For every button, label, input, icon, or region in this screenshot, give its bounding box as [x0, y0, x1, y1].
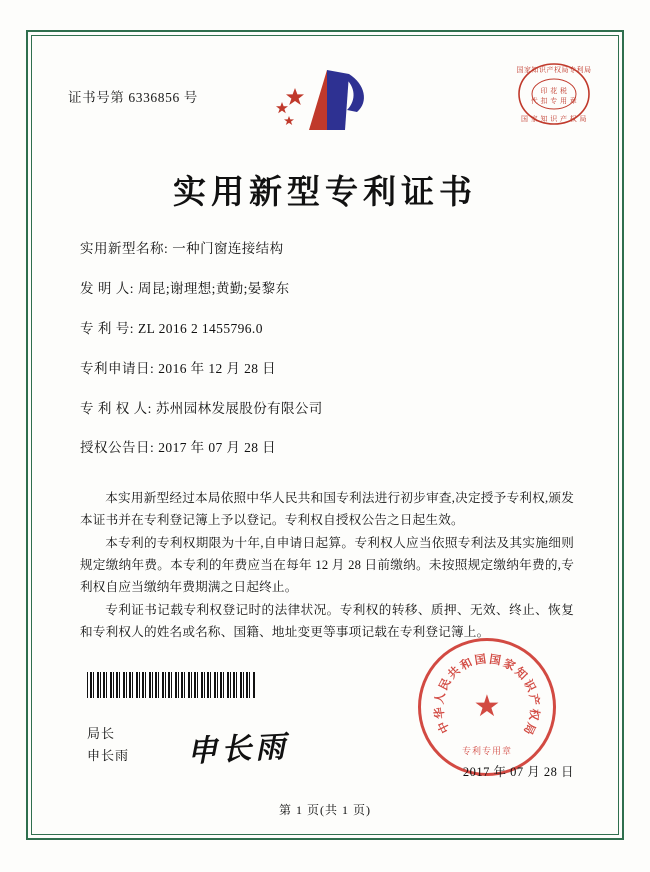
- field-row: [80, 280, 578, 299]
- field-label: 授权公告日:: [80, 440, 155, 456]
- seal-ring-char: 国: [473, 653, 488, 668]
- signature-block: [87, 723, 129, 766]
- field-label: 发 明 人:: [80, 280, 135, 296]
- field-list: [80, 240, 578, 479]
- seal-star-icon: ★: [473, 690, 501, 723]
- seal-ring-char: 共: [446, 664, 463, 682]
- seal-ring-text: [421, 641, 553, 773]
- seal-ring-char: 家: [501, 657, 517, 674]
- paragraph: 专利证书记载专利权登记时的法律状况。专利权的转移、质押、无效、终止、恢复和专利权人的姓名或名称、国籍、地址变更等事项记载在专利登记簿上。: [80, 603, 574, 639]
- seal-date: 2017 年 07 月 28 日: [462, 765, 574, 779]
- field-label: 专利申请日:: [80, 360, 155, 376]
- field-row: [80, 360, 578, 379]
- certificate-content: [42, 48, 608, 824]
- barcode: [87, 672, 255, 698]
- field-row: [80, 400, 578, 419]
- tax-stamp-line-1: 国家知识产权局专利局: [516, 66, 592, 74]
- tax-stamp-line-4: 国 家 知 识 产 权 局: [521, 115, 587, 123]
- page-footer: 第 1 页(共 1 页): [279, 803, 371, 817]
- handwritten-signature: 申长雨: [186, 729, 291, 770]
- field-value: 2017 年 07 月 28 日: [158, 440, 277, 456]
- field-value: 苏州园林发展股份有限公司: [155, 400, 323, 416]
- field-value: 2016 年 12 月 28 日: [158, 360, 277, 376]
- tax-stamp-line-3: 代 扣 专 用 章: [530, 97, 578, 105]
- seal-ring-char: 中: [436, 719, 453, 735]
- body-text: [80, 488, 574, 646]
- seal-ring-char: 国: [488, 653, 502, 668]
- certificate-number: 证书号第 6336856 号: [68, 90, 198, 105]
- director-name-label: 申长雨: [87, 747, 130, 763]
- field-label: 专 利 号:: [80, 320, 135, 336]
- seal-ring-char: 华: [433, 706, 448, 720]
- paragraph: 本实用新型经过本局依照中华人民共和国专利法进行初步审查,决定授予专利权,颁发本证书并在专利登记簿上予以登记。专利权自授权公告之日起生效。: [80, 491, 574, 527]
- official-seal: [418, 638, 556, 776]
- field-row: [80, 439, 578, 458]
- field-value: 周昆;谢理想;黄勤;晏黎东: [138, 280, 290, 296]
- field-row: [80, 240, 578, 259]
- seal-ring-char: 识: [521, 678, 538, 694]
- field-label: 实用新型名称:: [80, 241, 169, 256]
- tax-stamp-line-2: 印 花 税: [540, 87, 568, 95]
- field-row: [80, 320, 578, 339]
- seal-ring-char: 知: [512, 665, 529, 683]
- seal-ring-char: 人: [433, 691, 448, 706]
- field-value: ZL 2016 2 1455796.0: [138, 320, 263, 336]
- field-label: 专 利 权 人:: [80, 400, 152, 416]
- page-title: 实用新型专利证书: [173, 172, 477, 211]
- seal-ring-char: 局: [521, 720, 537, 737]
- seal-ring-char: 产: [526, 693, 541, 707]
- tax-stamp-seal: [516, 56, 592, 132]
- seal-ring-char: 和: [458, 656, 475, 673]
- paragraph: 本专利的专利权期限为十年,自申请日起算。专利权人应当依照专利法及其实施细则规定缴纳年费。本专利的年费应当在每年 12 月 28 日前缴纳。未按照规定缴纳年费的,专利权自应当缴纳年费期满之日起终止。: [80, 536, 574, 594]
- field-value: 一种门窗连接结构: [172, 241, 284, 256]
- seal-ring-char: 权: [526, 707, 541, 721]
- seal-bottom-text: 专利专用章: [461, 746, 512, 756]
- director-role-label: 局长: [87, 726, 116, 742]
- seal-ring-char: 民: [437, 676, 454, 693]
- cnipa-logo-icon: [265, 66, 385, 138]
